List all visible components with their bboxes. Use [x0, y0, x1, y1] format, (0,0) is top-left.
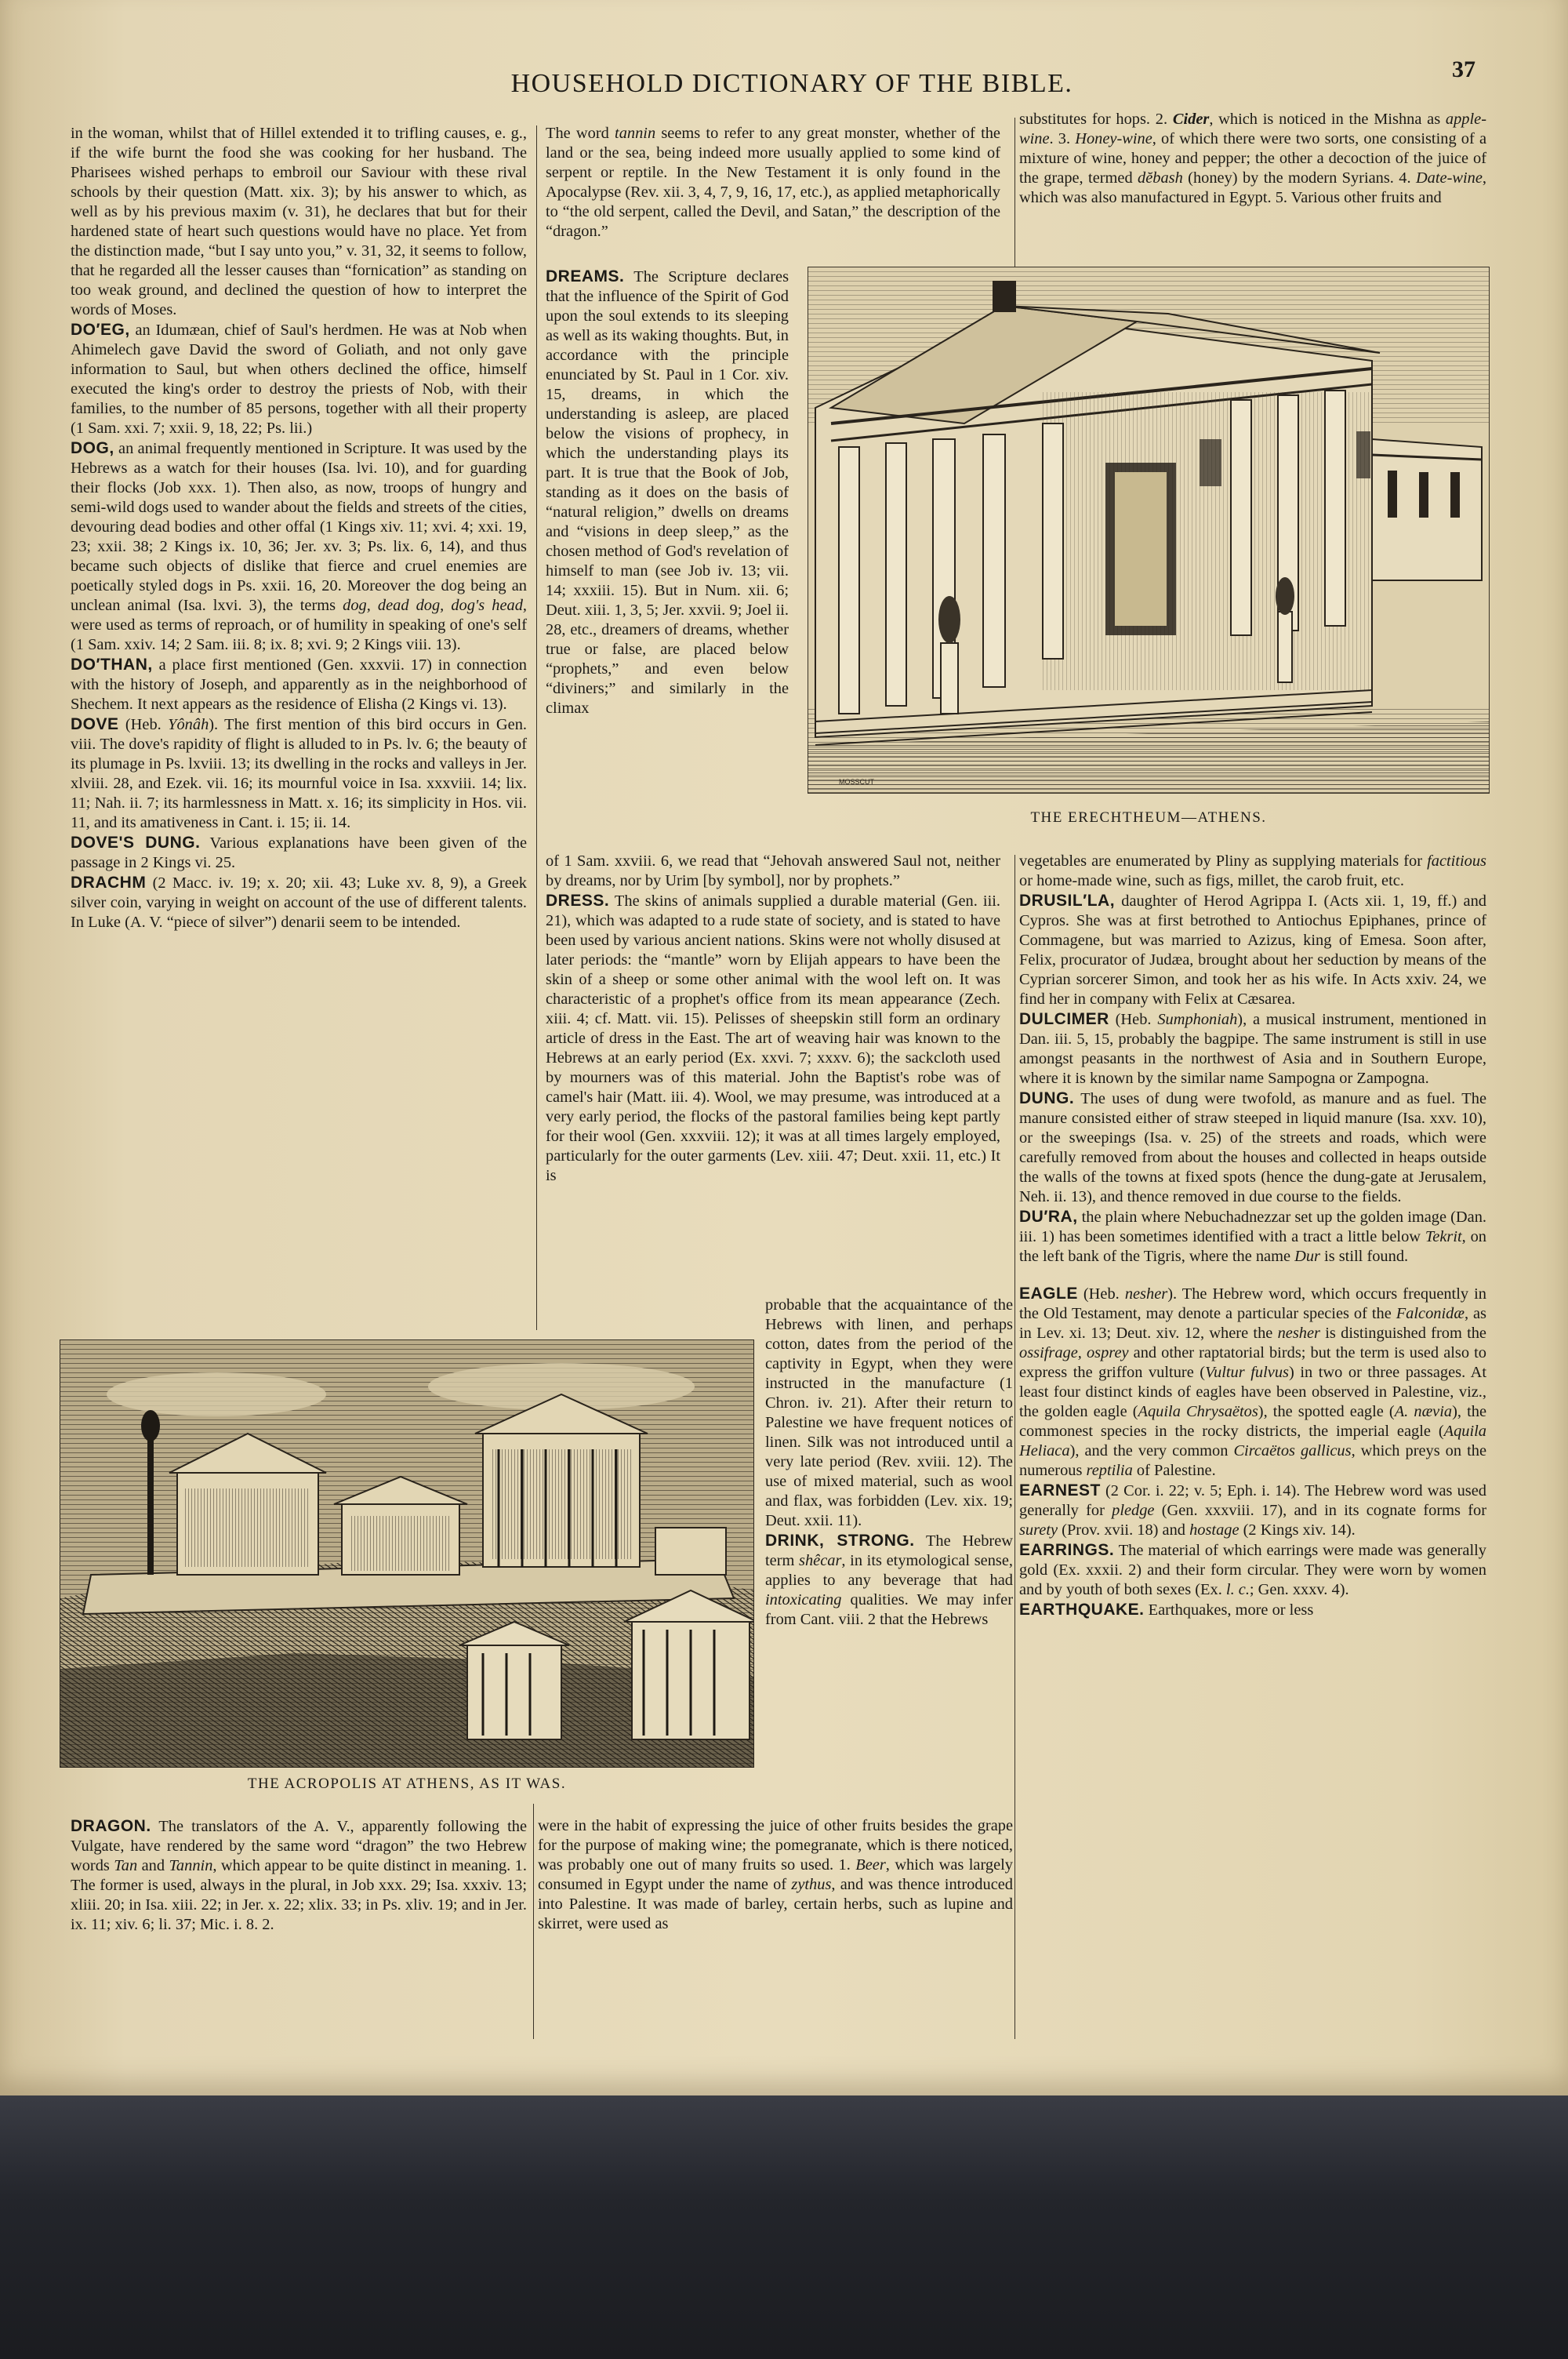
italic-text: pledge [1112, 1502, 1155, 1519]
italic-text: dĕbash [1138, 169, 1183, 187]
text: (honey) by the modern Syrians. 4. [1182, 169, 1416, 187]
column-2-middle [546, 852, 1000, 1186]
text: . 3. [1049, 130, 1076, 147]
italic-text: nesher [1277, 1325, 1320, 1342]
headword: DRAGON. [71, 1817, 151, 1835]
column-2-dreams [546, 267, 789, 718]
headword: EARNEST [1019, 1481, 1101, 1499]
text: daughter of Herod Agrippa I. (Acts xii. 1, 19, ff.) and Cypros. She was at first betrothed to Antiochus Epiphanes, prince of Commagene, but was married to Azizus, king of Emesa. Soon after, Felix, procurator of Judæa, brought about her seduction by means of the Cyprian sorcerer Simon, and took her as his wife. In Acts xxiv. 24, we find her in company with Felix at Cæsarea. [1019, 892, 1486, 1008]
entry-dove [71, 714, 527, 833]
entry-divorce-continued [71, 124, 527, 320]
italic-text: intoxicating [765, 1591, 842, 1608]
text: (Heb. [1077, 1285, 1125, 1303]
column-2-beside-figure [765, 1296, 1013, 1630]
italic-text: Date-wine [1415, 169, 1483, 187]
headword: DREAMS. [546, 267, 625, 285]
text: (Heb. [1109, 1011, 1158, 1028]
headword: DOG, [71, 439, 114, 457]
engraver-signature: MOSSCUT [839, 778, 874, 786]
text: ), the spotted eagle ( [1258, 1403, 1395, 1420]
text: probable that the acquaintance of the Hebrews with linen, and perhaps cotton, dates from the period of the captivity in Egypt, when they were instructed in the manufacture (1 Chron. iv. 21). After their return to Palestine we have frequent notices of linen. Silk was not introduced until a very late period (Rev. xviii. 12). The use of mixed material, such as wool and flax, was forbidden (Lev. xix. 19; Deut. xxii. 11). [765, 1296, 1013, 1529]
italic-text: tannin [615, 125, 656, 142]
entry-dreams-continued [546, 852, 1000, 891]
entry-earrings [1019, 1540, 1486, 1600]
italic-text: shêcar [799, 1552, 842, 1569]
italic-text: Tannin [169, 1857, 213, 1874]
column-1 [71, 124, 527, 932]
text: an Idumæan, chief of Saul's herdmen. He was at Nob when Ahimelech gave David the sword of Goliath, and not only gave information to Saul, but when others declined the office, himself executed the king's order to destroy the priests of Nob, with their families, to the number of 85 persons, together with all their property (1 Sam. xxi. 7; xxii. 9, 18, 22; Ps. lii.) [71, 322, 527, 437]
headword: DOVE'S DUNG. [71, 834, 201, 852]
entry-dress [546, 891, 1000, 1186]
text: The translators of the A. V., apparently following the Vulgate, have rendered by the same word “dragon” the two Hebrew words [71, 1818, 527, 1874]
headword: DRUSIL′LA, [1019, 892, 1116, 910]
text: is still found. [1319, 1248, 1409, 1265]
italic-text: Vultur fulvus [1205, 1364, 1289, 1381]
text: , which preys on the numerous [1019, 1442, 1486, 1479]
italic-text: A. nævia [1394, 1403, 1453, 1420]
italic-text: apple-wine [1019, 111, 1486, 147]
italic-text: hostage [1189, 1521, 1240, 1539]
italic-text: nesher [1124, 1285, 1168, 1303]
text: , on the left bank of the Tigris, where the name [1019, 1228, 1486, 1265]
entry-drink-continued-bottom [538, 1816, 1013, 1934]
text: were used as terms of reproach, or of humility in speaking of one's self (1 Sam. xxiv. 14; 2 Sam. iii. 8; ix. 8; xvi. 9; 2 Kings viii. 13). [71, 616, 527, 653]
text: The Scripture declares that the influence of the Spirit of God upon the soul extends to its sleeping as well as its waking thoughts. But, in accordance with the principle enunciated by St. Paul in 1 Cor. xiv. 15, dreams, in which the understanding is asleep, are placed below the visions of prophecy, in which the understanding plays its part. It is true that the Book of Job, standing as it does on the basis of “natural religion,” dwells on dreams and “visions in deep sleep,” as the chosen method of God's revelation of himself to man (see Job iv. 13; vii. 14; xxxiii. 15). But in Num. xii. 6; Deut. xiii. 1, 3, 5; Jer. xxvii. 9; Joel ii. 28, etc., dreamers of dreams, whether true or false, are placed below “prophets,” and even below “diviners;” and similarly in the climax [546, 268, 789, 717]
italic-text: Cider [1172, 111, 1210, 128]
column-rule-lower-left [533, 1804, 534, 2039]
text: The word [546, 125, 615, 142]
text: (2 Kings xiv. 14). [1239, 1521, 1356, 1539]
text: (Prov. xvii. 18) and [1058, 1521, 1190, 1539]
text: is distinguished from the [1319, 1325, 1486, 1342]
text: Various explanations have been given of the passage in 2 Kings vi. 25. [71, 834, 527, 871]
text: (Heb. [118, 716, 169, 733]
column-2-bottom [538, 1816, 1013, 1934]
headword: DO′EG, [71, 321, 130, 339]
erechtheum-engraving [808, 267, 1490, 794]
italic-text: Honey-wine [1075, 130, 1152, 147]
italic-text: l. c. [1225, 1581, 1250, 1598]
italic-text: Tan [114, 1857, 138, 1874]
text: (Gen. xxxviii. 17), and in its cognate forms for [1154, 1502, 1486, 1519]
italic-text: zythus [791, 1876, 832, 1893]
italic-text: Beer [855, 1856, 886, 1874]
entry-drusilla [1019, 891, 1486, 1009]
text: ), a musical instrument, mentioned in Dan. iii. 5, 15, probably the bagpipe. The same instrument is still in use amongst peasants in the northwest of Asia and in Southern Europe, where it is known by the similar name Sampogna or Zampogna. [1019, 1011, 1486, 1087]
italic-text: Tekrit [1425, 1228, 1462, 1245]
italic-text: Aquila Heliaca [1019, 1423, 1486, 1459]
text: (2 Cor. i. 22; v. 5; Eph. i. 14). The Hebrew word was used generally for [1019, 1482, 1486, 1519]
running-head: HOUSEHOLD DICTIONARY OF THE BIBLE. [510, 69, 1073, 98]
text: the plain where Nebuchadnezzar set up the golden image (Dan. iii. 1) has been sometimes identified with a tract a little below [1019, 1209, 1486, 1245]
italic-text: ossifrage, osprey [1019, 1344, 1129, 1361]
text: and other raptatorial birds; but the term is used also to express the griffon vulture ( [1019, 1344, 1486, 1381]
entry-eagle [1019, 1284, 1486, 1481]
column-rule-top-right [1014, 118, 1015, 267]
text: and [137, 1857, 169, 1874]
text: ). The Hebrew word, which occurs frequently in the Old Testament, may denote a particular species of the [1019, 1285, 1486, 1322]
entry-dura [1019, 1207, 1486, 1267]
column-2-top [546, 124, 1000, 242]
text: ; Gen. xxxv. 4). [1249, 1581, 1349, 1598]
text: The skins of animals supplied a durable material (Gen. iii. 21), which was adapted to a rude state of society, and is stated to have been used by various ancient nations. Skins were not wholly disused at later periods: the “mantle” worn by Elijah appears to have been the skin of a sheep or some other animal with the wool left on. It was characteristic of a prophet's office from its mean appearance (Zech. xiii. 4; cf. Matt. vii. 15). Pelisses of sheepskin still form an ordinary article of dress in the East. The art of weaving hair was known to the Hebrews at an early period (Ex. xxvi. 7; xxxv. 6); the sackcloth used by mourners was of this material. John the Baptist's robe was of camel's hair (Matt. iii. 4). Wool, we may presume, was introduced at a very early period, the flocks of the pastoral families being kept partly for their wool (Gen. xxxviii. 12); it was at all times largely employed, particularly for the outer garments (Lev. xiii. 47; Deut. xxii. 11, etc.) It is [546, 892, 1000, 1184]
entry-drink-continued [1019, 110, 1486, 208]
entry-dulcimer [1019, 1009, 1486, 1089]
headword: DUNG. [1019, 1089, 1075, 1107]
italic-text: Yônâh [168, 716, 209, 733]
italic-text: Aquila Chrysaëtos [1138, 1403, 1258, 1420]
text: in the woman, whilst that of Hillel extended it to trifling causes, e. g., if the wife burnt the food she was cooking for her husband. The Pharisees wished perhaps to embroil our Saviour with these rival schools by their question (Matt. xix. 3); by his answer to which, as well as by his previous maxim (v. 31), he declares that but for their hardened state of heart such questions would have no place. Yet from the distinction made, “but I say unto you,” v. 31, 32, it seems to follow, that he regarded all the lesser causes than “fornication” as standing on too weak ground, and declined the question of how to interpret the words of Moses. [71, 125, 527, 318]
acropolis-engraving [60, 1339, 754, 1768]
text: substitutes for hops. 2. [1019, 111, 1173, 128]
entry-drink-strong [765, 1531, 1013, 1630]
headword: EARRINGS. [1019, 1541, 1115, 1559]
headword: DRESS. [546, 892, 610, 910]
text: , of which there were two sorts, one consisting of a mixture of wine, honey and pepper; the other a decoction of the juice of the grape, termed [1019, 130, 1487, 187]
background-surface [0, 2095, 1568, 2359]
italic-text: reptilia [1086, 1462, 1133, 1479]
text: (2 Macc. iv. 19; x. 20; xii. 43; Luke xv. 8, 9), a Greek silver coin, varying in weight on account of the use of different talents. In Luke (A. V. “piece of silver”) denarii seem to be intended. [71, 874, 527, 931]
text: qualities. We may infer from Cant. viii. 2 that the Hebrews [765, 1591, 1013, 1628]
text: vegetables are enumerated by Pliny as supplying materials for [1019, 852, 1428, 870]
headword: DRINK, STRONG. [765, 1532, 915, 1550]
text: ), the commonest species in the rocky districts, the imperial eagle ( [1019, 1403, 1486, 1440]
text: The Hebrew term [765, 1532, 1013, 1569]
entry-dothan [71, 655, 527, 714]
column-rule-left [536, 125, 537, 1330]
text: an animal frequently mentioned in Scripture. It was used by the Hebrews as a watch for their houses (Isa. lvi. 10), and for guarding their flocks (Job xxx. 1). Then also, as now, troops of hungry and semi-wild dogs used to wander about the fields and streets of the cities, devouring dead bodies and other offal (1 Kings xiv. 11; xvi. 4; xxi. 19, 23; xxii. 38; 2 Kings ix. 10, 36; Jer. xv. 3; Ps. lix. 6, 14), and thus became such objects of dislike that fierce and cruel enemies are poetically styled dogs in Ps. xxii. 16, 20. Moreover the dog being an unclean animal (Isa. lxvi. 3), the terms [71, 440, 527, 614]
text: of 1 Sam. xxviii. 6, we read that “Jehovah answered Saul not, neither by dreams, nor by Urim [by symbol], nor by prophets.” [546, 852, 1000, 889]
italic-text: Circaëtos gallicus [1233, 1442, 1352, 1459]
text: ). The first mention of this bird occurs in Gen. viii. The dove's rapidity of flight is alluded to in Ps. lv. 6; the beauty of its plumage in Ps. lxviii. 13; its dwelling in the rocks and valleys in Jer. xlviii. 28, and Ezek. vii. 16; its mournful voice in Isa. xxxviii. 14; lix. 11; Nah. ii. 7; its harmlessness in Matt. x. 16; its simplicity in Hos. vii. 11, and its amativeness in Cant. i. 15; ii. 14. [71, 716, 527, 831]
erechtheum-illustration [808, 267, 1490, 794]
entry-dragon-continued [546, 124, 1000, 242]
column-1-bottom [71, 1816, 527, 1935]
entry-drachm [71, 873, 527, 932]
text: , in its etymological sense, applies to any beverage that had [765, 1552, 1013, 1589]
entry-dragon [71, 1816, 527, 1935]
text: ), and the very common [1069, 1442, 1234, 1459]
entry-earthquake [1019, 1600, 1486, 1620]
text: were in the habit of expressing the juice of other fruits besides the grape for the purpose of making wine; the pomegranate, which is there noticed, was probably one out of many fruits so used. 1. [538, 1817, 1013, 1874]
entry-drink-end [1019, 852, 1486, 891]
entry-doves-dung [71, 833, 527, 873]
entry-dress-continued [765, 1296, 1013, 1531]
entry-dung [1019, 1089, 1486, 1207]
text: , as in Lev. xi. 13; Deut. xiv. 12, where the [1019, 1305, 1486, 1342]
text: , which was also manufactured in Egypt. 5. Various other fruits and [1019, 169, 1486, 206]
headword: DRACHM [71, 874, 147, 892]
acropolis-illustration [60, 1339, 754, 1768]
text: Earthquakes, more or less [1144, 1601, 1314, 1619]
headword: DOVE [71, 715, 119, 733]
column-rule-right [1014, 855, 1015, 2039]
page-number: 37 [1452, 56, 1475, 82]
italic-text: Dur [1294, 1248, 1320, 1265]
text: , which was largely consumed in Egypt under the name of [538, 1856, 1013, 1893]
entry-earnest [1019, 1481, 1486, 1540]
entry-dog [71, 438, 527, 655]
text: , and was thence introduced into Palestine. It was made of barley, certain herbs, such as lupine and skirret, were used as [538, 1876, 1013, 1932]
column-3-lower [1019, 852, 1486, 1620]
italic-text: dog, dead dog, dog's head, [343, 597, 527, 614]
text: of Palestine. [1132, 1462, 1216, 1479]
column-3-top [1019, 110, 1486, 208]
headword: DU′RA, [1019, 1208, 1078, 1226]
headword: DULCIMER [1019, 1010, 1109, 1028]
text: The material of which earrings were made was generally gold (Ex. xxxii. 2) and their form circular. They were worn by women and by youth of both sexes (Ex. [1019, 1542, 1486, 1598]
text: or home-made wine, such as figs, millet, the carob fruit, etc. [1019, 872, 1404, 889]
headword: EARTHQUAKE. [1019, 1601, 1145, 1619]
entry-dreams [546, 267, 789, 718]
text: seems to refer to any great monster, whether of the land or the sea, being indeed more usually applied to some kind of serpent or reptile. In the New Testament it is only found in the Apocalypse (Rev. xii. 3, 4, 7, 9, 16, 17, etc.), as applied metaphorically to “the old serpent, called the Devil, and Satan,” the description of the “dragon.” [546, 125, 1000, 240]
italic-text: factitious [1427, 852, 1486, 870]
text: ) in two or three passages. At least four distinct kinds of eagles have been observed in Palestine, viz., the golden eagle ( [1019, 1364, 1486, 1420]
text: The uses of dung were twofold, as manure and as fuel. The manure consisted either of straw steeped in liquid manure (Isa. xxv. 10), or the sweepings (Isa. v. 25) of the streets and roads, which were carefully removed from about the houses and collected in heaps outside the walls of the towns at fixed spots (hence the dung-gate at Jerusalem, Neh. ii. 13), and thence removed in due course to the fields. [1019, 1090, 1486, 1205]
headword: DO′THAN, [71, 656, 153, 674]
erechtheum-caption: THE ERECHTHEUM—ATHENS. [1030, 809, 1267, 826]
italic-text: Falconidæ [1396, 1305, 1465, 1322]
italic-text: Sumphoniah [1157, 1011, 1238, 1028]
headword: EAGLE [1019, 1285, 1078, 1303]
acropolis-caption: THE ACROPOLIS AT ATHENS, AS IT WAS. [247, 1776, 567, 1792]
text: a place first mentioned (Gen. xxxvii. 17) in connection with the history of Joseph, and apparently as in the neighborhood of Shechem. It next appears as the residence of Elisha (2 Kings vi. 13). [71, 656, 527, 713]
entry-doeg [71, 320, 527, 438]
text: , which appear to be quite distinct in meaning. 1. The former is used, always in the plural, in Job xxx. 29; Isa. xxxiv. 13; xliii. 20; in Isa. xiii. 22; in Jer. x. 22; xlix. 33; in Ps. xliv. 19; and in Jer. ix. 11; xiv. 6; li. 37; Mic. i. 8. 2. [71, 1857, 527, 1933]
text: , which is noticed in the Mishna as [1209, 111, 1446, 128]
italic-text: surety [1019, 1521, 1058, 1539]
